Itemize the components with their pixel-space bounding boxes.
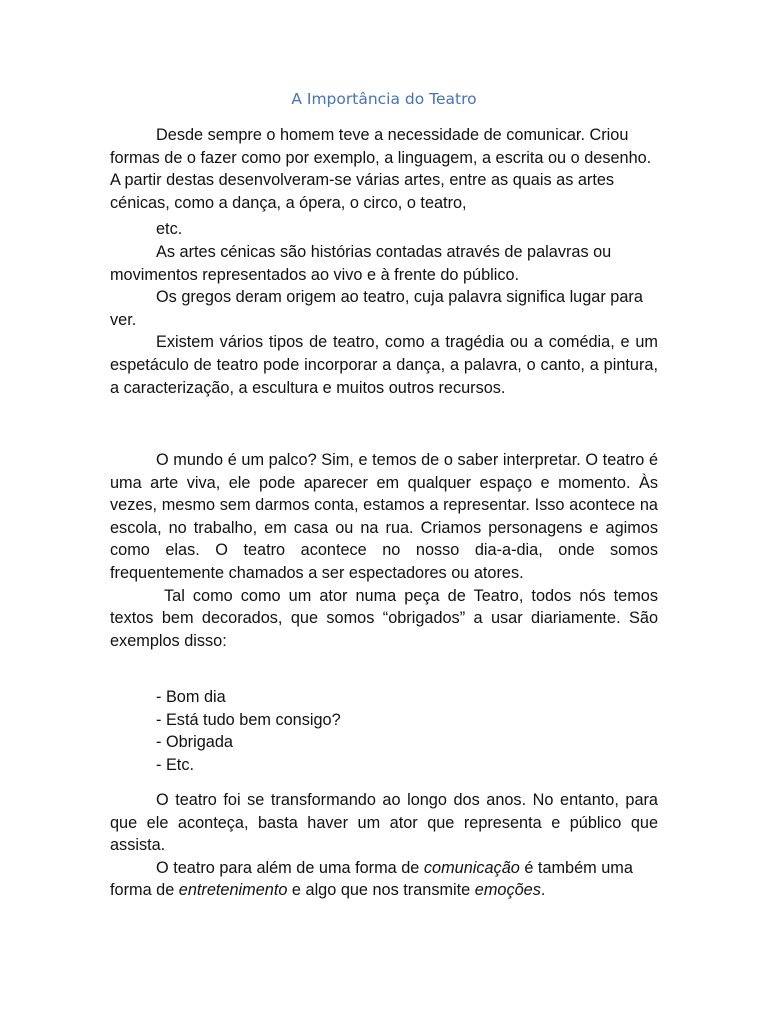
paragraph-transformation: O teatro foi se transformando ao longo dos anos. No entanto, para que ele aconteça, basta haver um ator que representa e público que assista. — [110, 791, 658, 855]
list-item: - Está tudo bem consigo? — [156, 710, 341, 729]
paragraph-origin — [110, 124, 658, 241]
document-title: A Importância do Teatro — [291, 90, 477, 108]
communication-text-2: é também uma forma de — [110, 858, 633, 900]
list-item: - Bom dia — [156, 688, 226, 706]
paragraph-actor-texts: Tal como como um ator numa peça de Teatro, todos nós temos textos bem decorados, que somos “obrigados” a usar diariamente. São exemplos disso: — [110, 586, 658, 650]
paragraph-greeks: Os gregos deram origem ao teatro, cuja palavra significa lugar para ver. — [110, 288, 643, 329]
world-stage-section — [110, 449, 658, 652]
closing-section — [110, 789, 658, 902]
paragraph-types: Existem vários tipos de teatro, como a tragédia ou a comédia, e um espetáculo de teatro pode incorporar a dança, a palavra, o canto, a pintura, a caracterização, a escultura e muitos outros recursos. — [110, 333, 658, 397]
paragraph-world-stage: O mundo é um palco? Sim, e temos de o saber interpretar. O teatro é uma arte viva, ele pode aparecer em qualquer espaço e momento. Às vezes, mesmo sem darmos conta, estamos a representar. Isso acontece na escola, no trabalho, em casa ou na rua. Criamos personagens e agimos como elas. O teatro acontece no nosso dia-a-dia, onde somos frequentemente chamados a ser espectadores ou atores. — [110, 451, 658, 582]
examples-list — [156, 686, 341, 776]
list-item: - Etc. — [156, 755, 194, 774]
intro-section — [110, 124, 658, 399]
list-item: - Obrigada — [156, 733, 233, 752]
paragraph-origin-etc: etc. — [156, 220, 183, 239]
entertainment-emphasis: entretenimento — [178, 881, 288, 900]
paragraph-origin-text: Desde sempre o homem teve a necessidade de comunicar. Criou formas de o fazer como por exemplo, a linguagem, a escrita ou o desenho. A partir destas desenvolveram-se várias artes, entre as quais as artes cénicas, como a dança, a ópera, o circo, o teatro, — [110, 126, 652, 212]
paragraph-performing-arts: As artes cénicas são histórias contadas através de palavras ou movimentos representados ao vivo e à frente do público. — [110, 242, 612, 284]
emotions-emphasis: emoções — [474, 881, 541, 900]
paragraph-communication — [110, 857, 658, 902]
communication-emphasis: comunicação — [423, 858, 520, 877]
communication-text-4: . — [540, 881, 546, 900]
communication-text-3: e algo que nos transmite — [287, 881, 475, 900]
communication-text-1: O teatro para além de uma forma de — [156, 858, 424, 877]
